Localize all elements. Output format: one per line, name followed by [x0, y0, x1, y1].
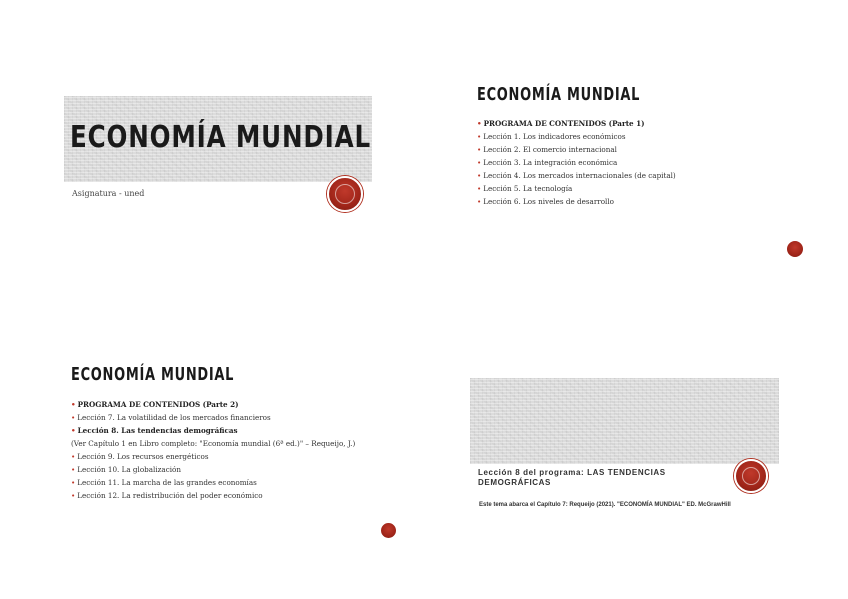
bullet-icon: • — [71, 426, 76, 435]
list-item — [477, 156, 676, 169]
list-item-text: PROGRAMA DE CONTENIDOS (Parte 1) — [483, 119, 645, 128]
bullet-icon: • — [477, 171, 482, 180]
slide-3-content-list — [71, 398, 355, 502]
list-item — [71, 489, 355, 502]
slide-3 — [0, 300, 424, 599]
list-item — [71, 424, 355, 437]
slide-4-note: Este tema abarca el Capítulo 7: Requeijo (2021). "ECONOMÍA MUNDIAL" ED. McGrawHill — [479, 502, 731, 508]
list-item — [71, 398, 355, 411]
red-circle-logo — [734, 459, 768, 493]
list-item — [71, 463, 355, 476]
slide-3-title: ECONOMÍA MUNDIAL — [71, 364, 235, 385]
list-item — [71, 476, 355, 489]
bullet-icon: • — [477, 145, 482, 154]
list-item — [477, 130, 676, 143]
red-circle-logo — [327, 176, 363, 212]
bullet-icon: • — [477, 197, 482, 206]
bullet-icon: • — [477, 158, 482, 167]
list-item — [477, 169, 676, 182]
bullet-icon: • — [477, 184, 482, 193]
bullet-icon: • — [71, 465, 76, 474]
bullet-icon: • — [71, 413, 76, 422]
list-item-text: Lección 11. La marcha de las grandes economías — [77, 478, 257, 487]
list-item-text: Lección 7. La volatilidad de los mercados financieros — [77, 413, 271, 422]
slide-1-title: ECONOMÍA MUNDIAL — [70, 120, 371, 155]
bullet-icon: • — [71, 491, 76, 500]
slide-1 — [0, 0, 424, 300]
red-dot-icon — [787, 241, 803, 257]
list-item — [477, 195, 676, 208]
list-item-text: Lección 10. La globalización — [77, 465, 181, 474]
slide-4-title-line-2: DEMOGRÁFICAS — [478, 478, 551, 487]
list-item — [477, 117, 676, 130]
list-item-text: Lección 9. Los recursos energéticos — [77, 452, 209, 461]
slide-2 — [424, 0, 848, 300]
bullet-icon: • — [477, 132, 482, 141]
list-item-text: Lección 4. Los mercados internacionales (de capital) — [483, 171, 676, 180]
list-item-text: Lección 5. La tecnología — [483, 184, 573, 193]
list-item — [477, 182, 676, 195]
bullet-icon: • — [477, 119, 482, 128]
bullet-icon: • — [71, 452, 76, 461]
bullet-icon: • — [71, 400, 76, 409]
slide-4-title-line-1: Lección 8 del programa: LAS TENDENCIAS — [478, 468, 666, 477]
list-item — [71, 450, 355, 463]
slide-1-subtitle: Asignatura - uned — [72, 189, 145, 198]
list-item-text: (Ver Capítulo 1 en Libro completo: "Economía mundial (6ª ed.)" – Requeijo, J.) — [71, 439, 356, 448]
list-item — [71, 437, 355, 450]
slide-2-content-list — [477, 117, 676, 208]
list-item — [477, 143, 676, 156]
bullet-icon: • — [71, 478, 76, 487]
list-item-text: PROGRAMA DE CONTENIDOS (Parte 2) — [77, 400, 239, 409]
list-item-text: Lección 3. La integración económica — [483, 158, 618, 167]
list-item-text: Lección 8. Las tendencias demográficas — [77, 426, 238, 435]
list-item-text: Lección 2. El comercio internacional — [483, 145, 617, 154]
title-banner — [470, 378, 779, 464]
red-dot-icon — [381, 523, 396, 538]
slide-4-title — [478, 468, 666, 488]
list-item — [71, 411, 355, 424]
slide-2-title: ECONOMÍA MUNDIAL — [477, 84, 641, 105]
list-item-text: Lección 12. La redistribución del poder económico — [77, 491, 263, 500]
list-item-text: Lección 6. Los niveles de desarrollo — [483, 197, 614, 206]
list-item-text: Lección 1. Los indicadores económicos — [483, 132, 626, 141]
slide-4 — [424, 300, 848, 599]
